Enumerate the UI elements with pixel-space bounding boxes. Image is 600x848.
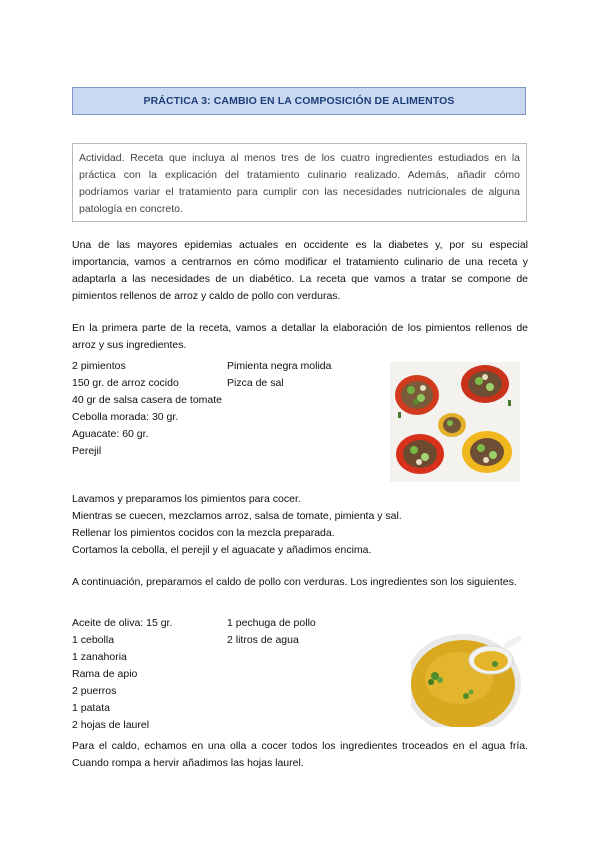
list-item: Rama de apio	[72, 668, 138, 680]
peppers-ingredients-list-2	[227, 358, 331, 392]
peppers-steps	[72, 491, 402, 559]
intro-paragraph: Una de las mayores epidemias actuales en occidente es la diabetes y, por su especial importancia, vamos a centrarnos en cómo modificar el tratamiento culinario de una receta y adaptarla a las necesidades de un diabético. La receta que vamos a tratar se compone de pimientos rellenos de arroz y caldo de pollo con verduras.	[72, 239, 528, 302]
page-title: PRÁCTICA 3: CAMBIO EN LA COMPOSICIÓN DE ALIMENTOS	[72, 87, 526, 115]
list-item: 40 gr de salsa casera de tomate	[72, 394, 223, 406]
broth-steps-paragraph: Para el caldo, echamos en una olla a cocer todos los ingredientes troceados en el agua fría. Cuando rompa a hervir añadimos las hojas laurel.	[72, 740, 528, 769]
list-item: Perejil	[72, 445, 102, 457]
list-item: 150 gr. de arroz cocido	[72, 377, 179, 389]
activity-box: Actividad. Receta que incluya al menos tres de los cuatro ingredientes estudiados en la práctica con la explicación del tratamiento culinario realizado. Además, añadir cómo podríamos variar el tratamiento para cumplir con las necesidades nutricionales de alguna patología en concreto.	[72, 143, 527, 222]
part2-intro-paragraph: A continuación, preparamos el caldo de pollo con verduras. Los ingredientes son los siguientes.	[72, 576, 517, 588]
list-item: Aceite de oliva: 15 gr.	[72, 617, 173, 629]
peppers-ingredients-list	[72, 358, 222, 460]
list-item: Pizca de sal	[227, 377, 284, 389]
list-item: 2 litros de agua	[227, 634, 299, 646]
chicken-broth-image	[411, 618, 521, 727]
list-item: Cebolla morada: 30 gr.	[72, 411, 179, 423]
step-line: Lavamos y preparamos los pimientos para cocer.	[72, 493, 301, 505]
list-item: Pimienta negra molida	[227, 360, 332, 372]
part1-intro-paragraph: En la primera parte de la receta, vamos a detallar la elaboración de los pimientos rellenos de arroz y sus ingredientes.	[72, 322, 528, 351]
list-item: 1 patata	[72, 702, 110, 714]
step-line: Rellenar los pimientos cocidos con la mezcla preparada.	[72, 527, 335, 539]
list-item: 1 cebolla	[72, 634, 115, 646]
broth-ingredients-list	[72, 615, 172, 734]
step-line: Cortamos la cebolla, el perejil y el aguacate y añadimos encima.	[72, 544, 372, 556]
step-line: Mientras se cuecen, mezclamos arroz, salsa de tomate, pimienta y sal.	[72, 510, 402, 522]
list-item: 2 puerros	[72, 685, 117, 697]
list-item: 2 hojas de laurel	[72, 719, 150, 731]
list-item: 1 zanahoria	[72, 651, 127, 663]
list-item: 1 pechuga de pollo	[227, 617, 316, 629]
list-item: 2 pimientos	[72, 360, 126, 372]
stuffed-peppers-image	[390, 362, 520, 482]
list-item: Aguacate: 60 gr.	[72, 428, 149, 440]
broth-ingredients-list-2	[227, 615, 316, 649]
